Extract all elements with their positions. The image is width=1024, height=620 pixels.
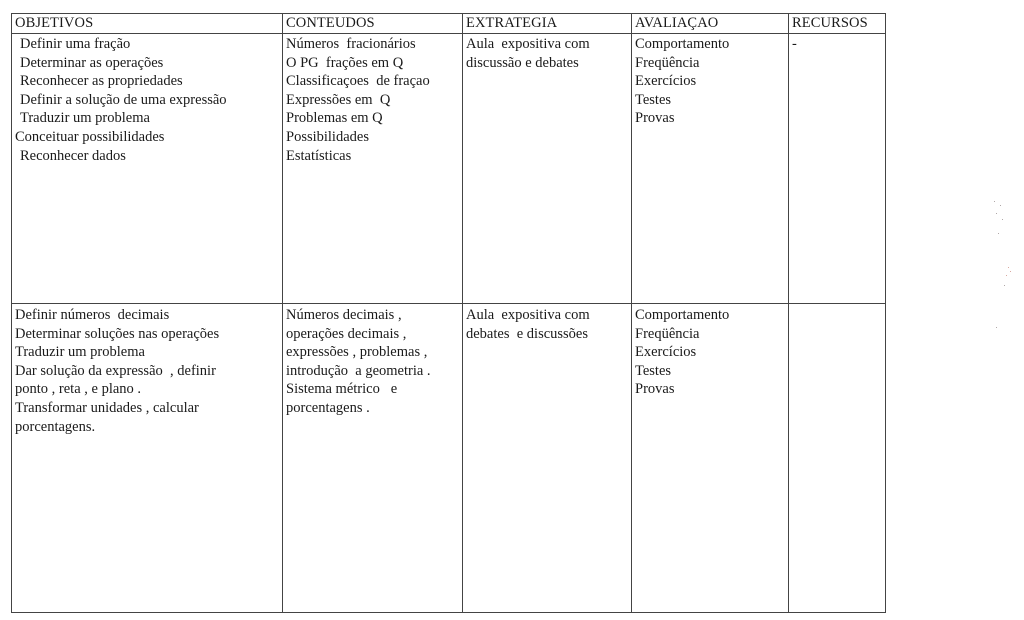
- list-item: porcentagens .: [286, 399, 370, 416]
- list-item: Classificaçoes de fraçao: [286, 73, 430, 90]
- list-item: Comportamento: [635, 307, 730, 323]
- list-item: Definir números decimais: [15, 307, 170, 323]
- lesson-plan-table: [11, 13, 886, 613]
- list-item: Traduzir um problema: [20, 110, 150, 127]
- list-item: Possibilidades: [286, 128, 369, 145]
- list-item: -: [792, 36, 797, 52]
- list-item: Estatísticas: [286, 147, 352, 164]
- table-row: [12, 304, 886, 613]
- list-item: Definir uma fração: [20, 36, 131, 52]
- header-objetivos: OBJETIVOS: [12, 14, 283, 34]
- cell-extrategia: [463, 304, 632, 613]
- list-item: Exercícios: [635, 73, 697, 90]
- scan-noise: [988, 195, 1018, 335]
- list-item: Exercícios: [635, 344, 697, 361]
- cell-objetivos: [12, 34, 283, 304]
- list-item: Comportamento: [635, 36, 730, 52]
- cell-avaliacao: [632, 304, 789, 613]
- list-item: Sistema métrico e: [286, 381, 398, 398]
- list-item: Determinar soluções nas operações: [15, 325, 220, 342]
- list-item: O PG frações em Q: [286, 54, 404, 71]
- list-item: Freqüência: [635, 325, 700, 342]
- cell-recursos: [789, 34, 886, 304]
- list-item: Freqüência: [635, 54, 700, 71]
- list-item: ponto , reta , e plano .: [15, 381, 142, 398]
- header-avaliacao: AVALIAÇAO: [632, 14, 789, 34]
- list-item: Determinar as operações: [20, 54, 164, 71]
- list-item: Transformar unidades , calcular: [15, 399, 199, 416]
- list-item: Testes: [635, 91, 672, 108]
- list-item: operações decimais ,: [286, 325, 407, 342]
- header-conteudos: CONTEUDOS: [283, 14, 463, 34]
- list-item: Provas: [635, 381, 675, 398]
- list-item: Problemas em Q: [286, 110, 383, 127]
- list-item: Testes: [635, 362, 672, 379]
- list-item: Expressões em Q: [286, 91, 391, 108]
- list-item: Reconhecer as propriedades: [20, 73, 183, 90]
- list-item: Dar solução da expressão , definir: [15, 362, 216, 379]
- cell-extrategia: [463, 34, 632, 304]
- list-item: debates e discussões: [466, 325, 589, 342]
- list-item: Números fracionários: [286, 36, 416, 52]
- list-item: Provas: [635, 110, 675, 127]
- header-recursos: RECURSOS: [789, 14, 886, 34]
- cell-conteudos: [283, 304, 463, 613]
- list-item: Traduzir um problema: [15, 344, 145, 361]
- list-item: discussão e debates: [466, 54, 579, 71]
- list-item: Reconhecer dados: [20, 147, 126, 164]
- list-item: Conceituar possibilidades: [15, 128, 165, 145]
- list-item: Aula expositiva com: [466, 307, 590, 323]
- cell-objetivos: [12, 304, 283, 613]
- cell-recursos: [789, 304, 886, 613]
- list-item: Aula expositiva com: [466, 36, 590, 52]
- list-item: introdução a geometria .: [286, 362, 431, 379]
- cell-conteudos: [283, 34, 463, 304]
- list-item: porcentagens.: [15, 418, 96, 435]
- header-row: [12, 14, 886, 34]
- list-item: Números decimais ,: [286, 307, 402, 323]
- header-extrategia: EXTRATEGIA: [463, 14, 632, 34]
- table-row: [12, 34, 886, 304]
- list-item: Definir a solução de uma expressão: [20, 91, 227, 108]
- cell-avaliacao: [632, 34, 789, 304]
- list-item: expressões , problemas ,: [286, 344, 428, 361]
